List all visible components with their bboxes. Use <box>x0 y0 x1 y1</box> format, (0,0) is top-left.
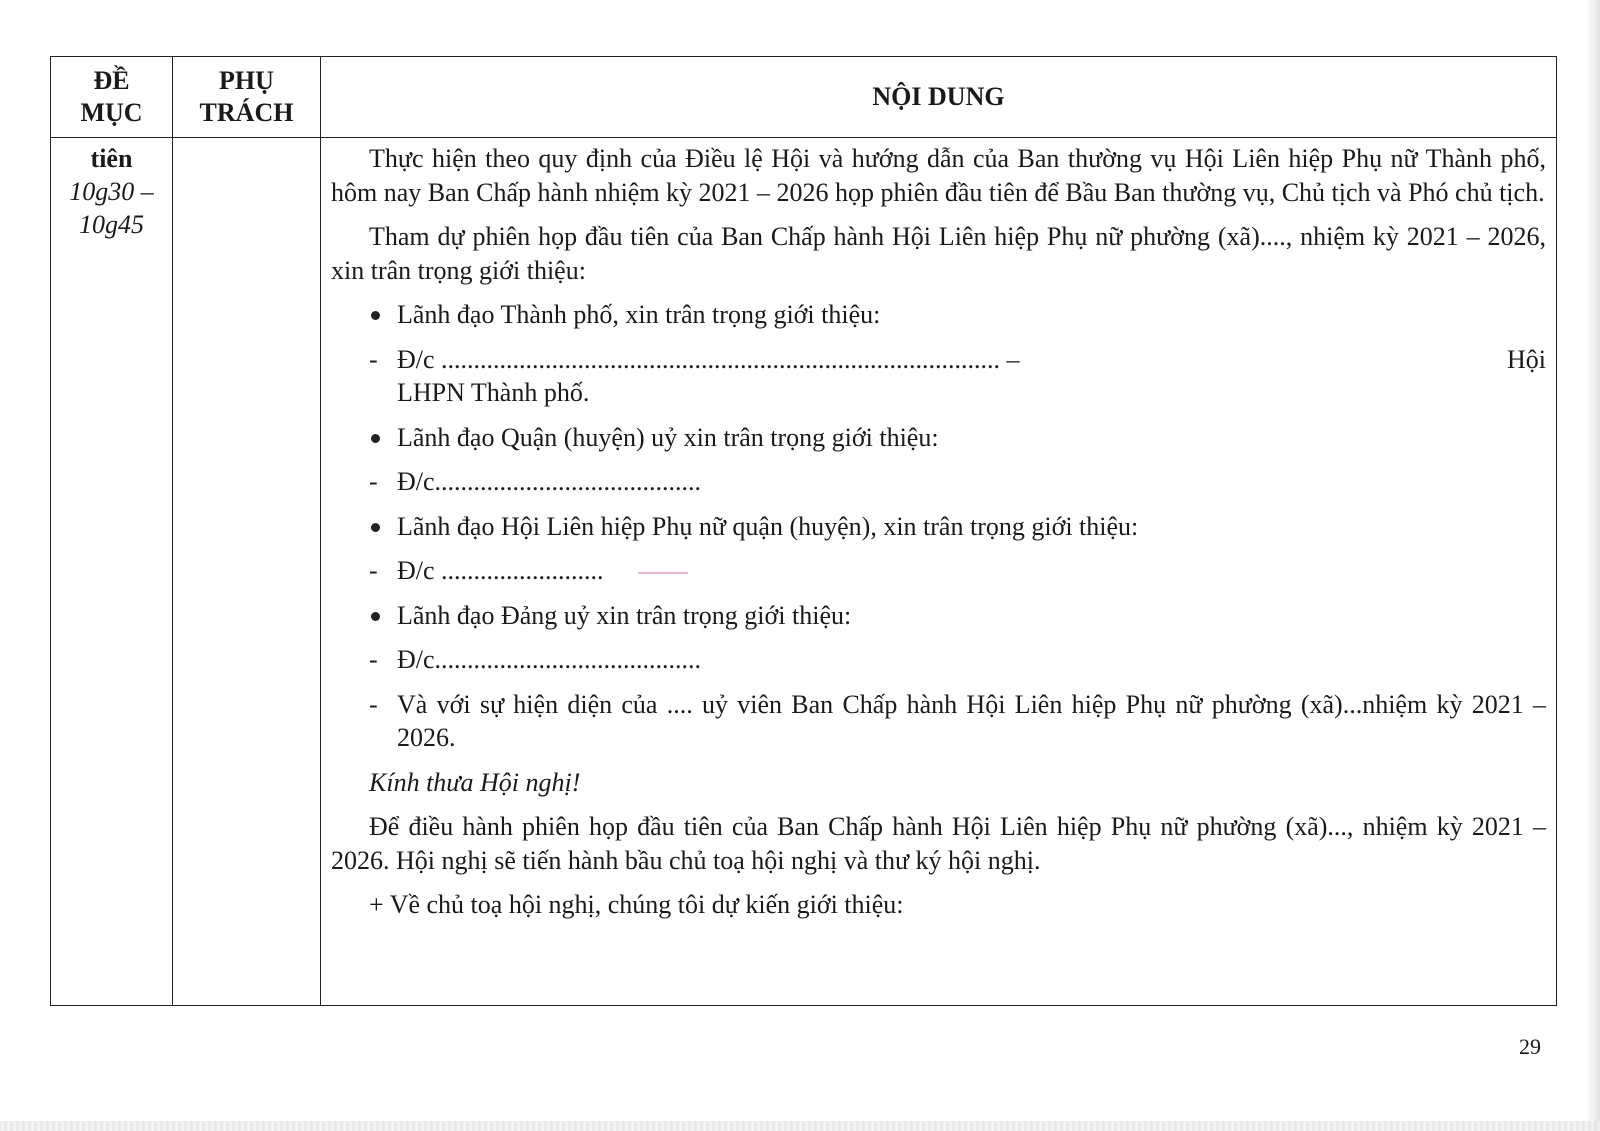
page-edge-shadow <box>1586 0 1600 1131</box>
table-row <box>51 138 1557 1006</box>
bullet-icon <box>371 523 380 532</box>
list-item <box>331 343 1546 410</box>
content-cell <box>321 138 1557 1006</box>
header-section <box>51 57 173 138</box>
paragraph-chair: Để điều hành phiên họp đầu tiên của Ban Chấp hành Hội Liên hiệp Phụ nữ phường (xã)..., nhiệm kỳ 2021 – 2026. Hội nghị sẽ tiến hành bầu chủ toạ hội nghị và thư ký hội nghị. <box>331 812 1546 875</box>
dash-text: Đ/c......................................... <box>397 467 702 496</box>
page-number: 29 <box>1519 1034 1541 1059</box>
list-item <box>331 421 1546 455</box>
bullet-text: Lãnh đạo Đảng uỷ xin trân trọng giới thiệu: <box>397 600 852 630</box>
paragraph-attendees: Tham dự phiên họp đầu tiên của Ban Chấp hành Hội Liên hiệp Phụ nữ phường (xã)...., nhiệm kỳ 2021 – 2026, xin trân trọng giới thiệu: <box>331 222 1546 285</box>
bullet-icon <box>371 612 380 621</box>
list-item <box>331 465 1546 499</box>
bullet-text: Lãnh đạo Thành phố, xin trân trọng giới thiệu: <box>397 300 881 329</box>
header-responsible-line-2: TRÁCH <box>199 98 294 127</box>
list-item <box>331 510 1546 544</box>
section-cell <box>51 138 173 1006</box>
salutation: Kính thưa Hội nghị! <box>369 767 581 797</box>
dash-icon: - <box>369 556 378 585</box>
list-item <box>331 298 1546 332</box>
dash-text: Đ/c ...................................................................................... – <box>397 344 1020 374</box>
dash-text: Đ/c ......................... <box>397 556 604 585</box>
header-section-line-1: ĐỀ <box>93 66 130 95</box>
header-responsible <box>173 57 321 138</box>
dash-icon: - <box>369 689 378 719</box>
page-bottom-edge <box>0 1121 1600 1131</box>
time-start: 10g30 – <box>69 177 154 206</box>
paragraph-intro: Thực hiện theo quy định của Điều lệ Hội và hướng dẫn của Ban thường vụ Hội Liên hiệp Phụ nữ Thành phố, hôm nay Ban Chấp hành nhiệm kỳ 2021 – 2026 họp phiên đầu tiên để Bầu Ban thường vụ, Chủ tịch và Phó chủ tịch. <box>331 144 1546 207</box>
bullet-text: Lãnh đạo Quận (huyện) uỷ xin trân trọng giới thiệu: <box>397 422 939 452</box>
section-word: tiên <box>90 144 133 173</box>
header-responsible-line-1: PHỤ <box>219 66 274 95</box>
pink-stroke-mark <box>638 572 688 574</box>
bullet-text: Lãnh đạo Hội Liên hiệp Phụ nữ quận (huyện), xin trân trọng giới thiệu: <box>397 511 1139 541</box>
header-section-line-2: MỤC <box>80 98 143 127</box>
list-item <box>331 599 1546 633</box>
dash-text-end: Hội <box>1507 344 1546 374</box>
table-header-row <box>51 57 1557 138</box>
bullet-icon <box>371 434 380 443</box>
dash-icon: - <box>369 467 378 496</box>
time-end: 10g45 <box>79 210 144 239</box>
dash-icon: - <box>369 344 378 374</box>
bullet-icon <box>371 311 380 320</box>
dash-text-continued: LHPN Thành phố. <box>397 378 590 407</box>
header-content: NỘI DUNG <box>321 57 1557 138</box>
list-item <box>331 554 1546 588</box>
list-item <box>331 688 1546 755</box>
responsible-cell <box>173 138 321 1006</box>
dash-text: Và với sự hiện diện của .... uỷ viên Ban Chấp hành Hội Liên hiệp Phụ nữ phường (xã)...nhiệm kỳ 2021 – 2026. <box>397 689 1546 752</box>
dc-line <box>397 343 1546 377</box>
paragraph-chair-intro: + Về chủ toạ hội nghị, chúng tôi dự kiến giới thiệu: <box>369 890 904 919</box>
program-table <box>50 56 1557 1006</box>
list-item <box>331 643 1546 677</box>
dash-text: Đ/c......................................... <box>397 645 702 674</box>
dash-icon: - <box>369 645 378 674</box>
